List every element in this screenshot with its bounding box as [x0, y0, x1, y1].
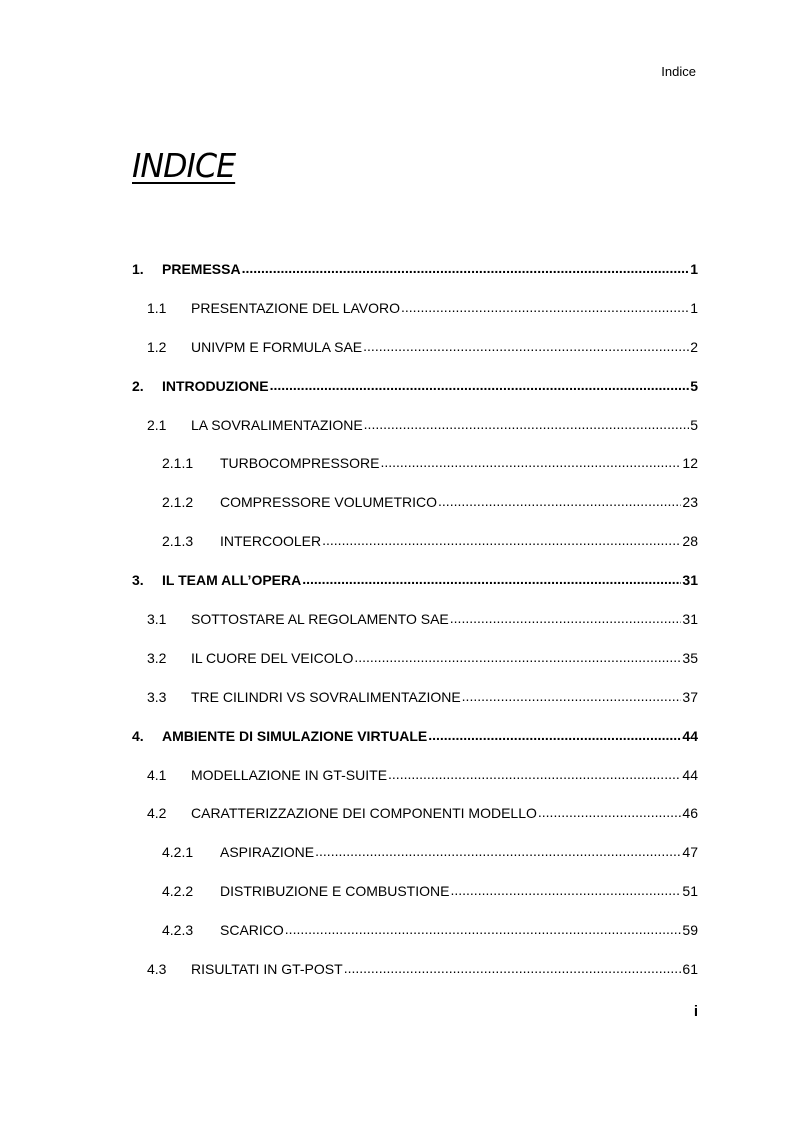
toc-entry-page: 31 [682, 572, 698, 589]
dot-leader [270, 376, 690, 394]
dot-leader [322, 531, 681, 549]
toc-entry-number: 2.1 [147, 416, 167, 433]
toc-entry-page: 61 [682, 961, 698, 978]
toc-entry-number: 4.3 [147, 961, 167, 978]
toc-entry-number: 2. [132, 377, 144, 394]
running-header: Indice [661, 64, 696, 79]
toc-entry-page: 12 [682, 455, 698, 472]
toc-entry-title[interactable]: CARATTERIZZAZIONE DEI COMPONENTI MODELLO [191, 805, 537, 822]
toc-entry-number: 2.1.1 [162, 455, 194, 472]
toc-entry-title[interactable]: COMPRESSORE VOLUMETRICO [220, 494, 438, 511]
toc-entry[interactable] [132, 843, 698, 882]
toc-entry-number: 4. [132, 727, 144, 744]
dot-leader [344, 959, 682, 977]
table-of-contents [132, 260, 698, 999]
toc-entry-page: 47 [682, 844, 698, 861]
toc-entry-number: 4.1 [147, 766, 167, 783]
toc-entry[interactable] [132, 688, 698, 727]
toc-entry-title[interactable]: PRESENTAZIONE DEL LAVORO [191, 299, 401, 316]
toc-entry-title[interactable]: SOTTOSTARE AL REGOLAMENTO SAE [191, 611, 449, 628]
toc-entry-page: 44 [682, 766, 698, 783]
dot-leader [315, 842, 681, 860]
dot-leader [450, 881, 681, 899]
dot-leader [364, 415, 690, 433]
toc-entry-page: 35 [682, 649, 698, 666]
dot-leader [462, 687, 682, 705]
dot-leader [538, 803, 682, 821]
dot-leader [354, 648, 681, 666]
toc-entry[interactable] [132, 921, 698, 960]
dot-leader [388, 765, 681, 783]
toc-entry-number: 3.1 [147, 611, 167, 628]
toc-entry-page: 37 [682, 688, 698, 705]
toc-entry[interactable] [132, 727, 698, 766]
toc-entry[interactable] [132, 493, 698, 532]
toc-entry-number: 2.1.2 [162, 494, 194, 511]
toc-entry-page: 5 [690, 416, 698, 433]
toc-entry-page: 44 [682, 727, 698, 744]
toc-entry-number: 1.2 [147, 338, 167, 355]
toc-entry[interactable] [132, 804, 698, 843]
toc-entry-page: 1 [690, 299, 698, 316]
toc-entry-title[interactable]: MODELLAZIONE IN GT-SUITE [191, 766, 388, 783]
toc-entry-number: 4.2 [147, 805, 167, 822]
toc-entry-title[interactable]: TRE CILINDRI VS SOVRALIMENTAZIONE [191, 688, 461, 705]
toc-entry[interactable] [132, 454, 698, 493]
toc-entry-page: 5 [690, 377, 698, 394]
dot-leader [285, 920, 682, 938]
toc-entry[interactable] [132, 299, 698, 338]
toc-entry-number: 1.1 [147, 299, 167, 316]
dot-leader [363, 337, 689, 355]
toc-entry-page: 59 [682, 922, 698, 939]
toc-entry[interactable] [132, 338, 698, 377]
toc-entry[interactable] [132, 766, 698, 805]
toc-entry-page: 23 [682, 494, 698, 511]
toc-entry-number: 4.2.2 [162, 883, 194, 900]
toc-entry[interactable] [132, 649, 698, 688]
toc-entry-title[interactable]: ASPIRAZIONE [220, 844, 315, 861]
toc-entry-number: 3. [132, 572, 144, 589]
toc-entry-page: 2 [690, 338, 698, 355]
toc-entry[interactable] [132, 260, 698, 299]
toc-entry-title[interactable]: SCARICO [220, 922, 284, 939]
toc-entry[interactable] [132, 377, 698, 416]
toc-entry-page: 28 [682, 533, 698, 550]
toc-entry[interactable] [132, 416, 698, 455]
toc-entry-title[interactable]: TURBOCOMPRESSORE [220, 455, 380, 472]
toc-entry[interactable] [132, 960, 698, 999]
toc-entry-page: 31 [682, 611, 698, 628]
toc-entry-page: 46 [682, 805, 698, 822]
toc-entry-page: 51 [682, 883, 698, 900]
page-title: INDICE [132, 146, 236, 185]
toc-entry-number: 4.2.3 [162, 922, 194, 939]
dot-leader [242, 259, 690, 277]
toc-entry-number: 3.2 [147, 649, 167, 666]
toc-entry-title[interactable]: AMBIENTE DI SIMULAZIONE VIRTUALE [162, 727, 428, 744]
toc-entry-title[interactable]: DISTRIBUZIONE E COMBUSTIONE [220, 883, 450, 900]
toc-entry-title[interactable]: IL TEAM ALL’OPERA [162, 572, 302, 589]
toc-entry-number: 3.3 [147, 688, 167, 705]
toc-entry[interactable] [132, 610, 698, 649]
toc-entry-title[interactable]: INTERCOOLER [220, 533, 322, 550]
toc-entry-title[interactable]: IL CUORE DEL VEICOLO [191, 649, 354, 666]
dot-leader [302, 570, 681, 588]
toc-entry-title[interactable]: RISULTATI IN GT-POST [191, 961, 343, 978]
toc-entry-title[interactable]: UNIVPM E FORMULA SAE [191, 338, 363, 355]
toc-entry[interactable] [132, 571, 698, 610]
toc-entry-title[interactable]: LA SOVRALIMENTAZIONE [191, 416, 363, 433]
toc-entry-number: 2.1.3 [162, 533, 194, 550]
toc-entry-number: 1. [132, 261, 144, 277]
toc-entry-title[interactable]: PREMESSA [162, 261, 241, 277]
dot-leader [438, 492, 681, 510]
toc-entry[interactable] [132, 532, 698, 571]
dot-leader [380, 453, 681, 471]
page-number: i [693, 1003, 698, 1020]
dot-leader [428, 726, 681, 744]
toc-entry-number: 4.2.1 [162, 844, 194, 861]
toc-entry-title[interactable]: INTRODUZIONE [162, 377, 269, 394]
toc-entry-page: 1 [690, 261, 698, 277]
dot-leader [450, 609, 682, 627]
toc-entry[interactable] [132, 882, 698, 921]
dot-leader [401, 298, 689, 316]
